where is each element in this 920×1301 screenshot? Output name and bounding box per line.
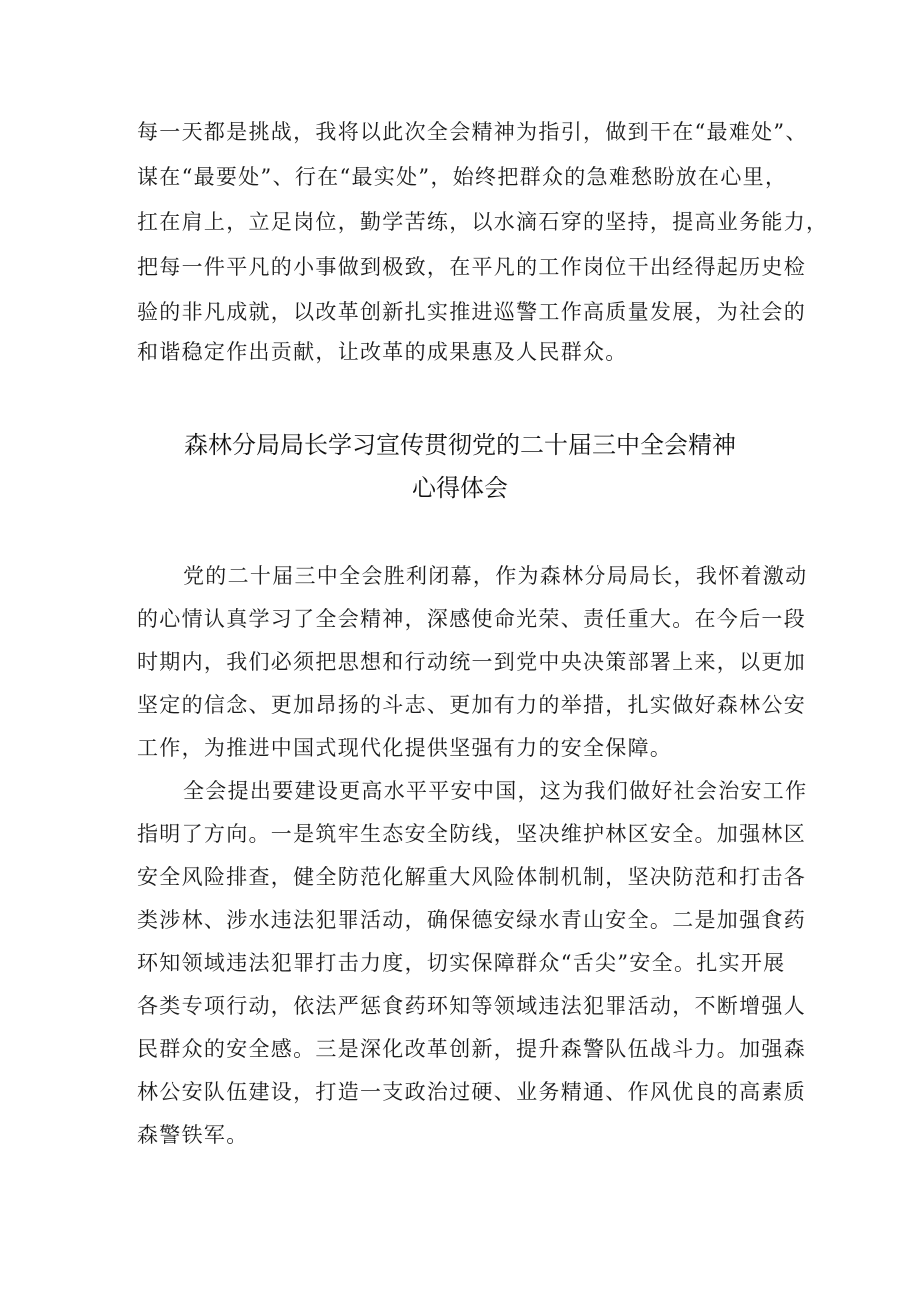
text-line: 民群众的安全感。三是深化改革创新，提升森警队伍战斗力。加强森	[137, 1037, 806, 1061]
text-line: 林公安队伍建设，打造一支政治过硬、业务精通、作风优良的高素质	[137, 1080, 806, 1104]
text-line: 指明了方向。一是筑牢生态安全防线，坚决维护林区安全。加强林区	[137, 822, 806, 846]
text-line: 坚定的信念、更加昂扬的斗志、更加有力的举措，扎实做好森林公安	[137, 693, 806, 717]
text-line: 各类专项行动，依法严惩食药环知等领域违法犯罪活动，不断增强人	[137, 994, 806, 1018]
article-subtitle: 心得体会	[412, 474, 508, 502]
text-line: 和谐稳定作出贡献，让改革的成果惠及人民群众。	[137, 340, 628, 364]
text-line: 党的二十届三中全会胜利闭幕，作为森林分局局长，我怀着激动	[183, 564, 808, 588]
text-line: 扛在肩上，立足岗位，勤学苦练，以水滴石穿的坚持，提高业务能力，	[137, 210, 829, 234]
text-line: 工作，为推进中国式现代化提供坚强有力的安全保障。	[137, 736, 673, 760]
text-line: 的心情认真学习了全会精神，深感使命光荣、责任重大。在今后一段	[137, 607, 806, 631]
text-line: 全会提出要建设更高水平平安中国，这为我们做好社会治安工作	[183, 779, 808, 803]
text-line: 森警铁军。	[137, 1123, 249, 1147]
text-line: 类涉林、涉水违法犯罪活动，确保德安绿水青山安全。二是加强食药	[137, 908, 806, 932]
text-line: 每一天都是挑战，我将以此次全会精神为指引，做到干在“最难处”、	[137, 120, 808, 144]
article-title: 森林分局局长学习宣传贯彻党的二十届三中全会精神	[184, 431, 736, 459]
text-line: 谋在“最要处”、行在“最实处”，始终把群众的急难愁盼放在心里，	[137, 165, 788, 189]
text-line: 环知领域违法犯罪打击力度，切实保障群众“舌尖”安全。扎实开展	[137, 951, 786, 975]
text-line: 把每一件平凡的小事做到极致，在平凡的工作岗位干出经得起历史检	[137, 255, 806, 279]
text-line: 安全风险排查，健全防范化解重大风险体制机制，坚决防范和打击各	[137, 865, 806, 889]
text-line: 验的非凡成就，以改革创新扎实推进巡警工作高质量发展，为社会的	[137, 300, 806, 324]
text-line: 时期内，我们必须把思想和行动统一到党中央决策部署上来，以更加	[137, 650, 806, 674]
